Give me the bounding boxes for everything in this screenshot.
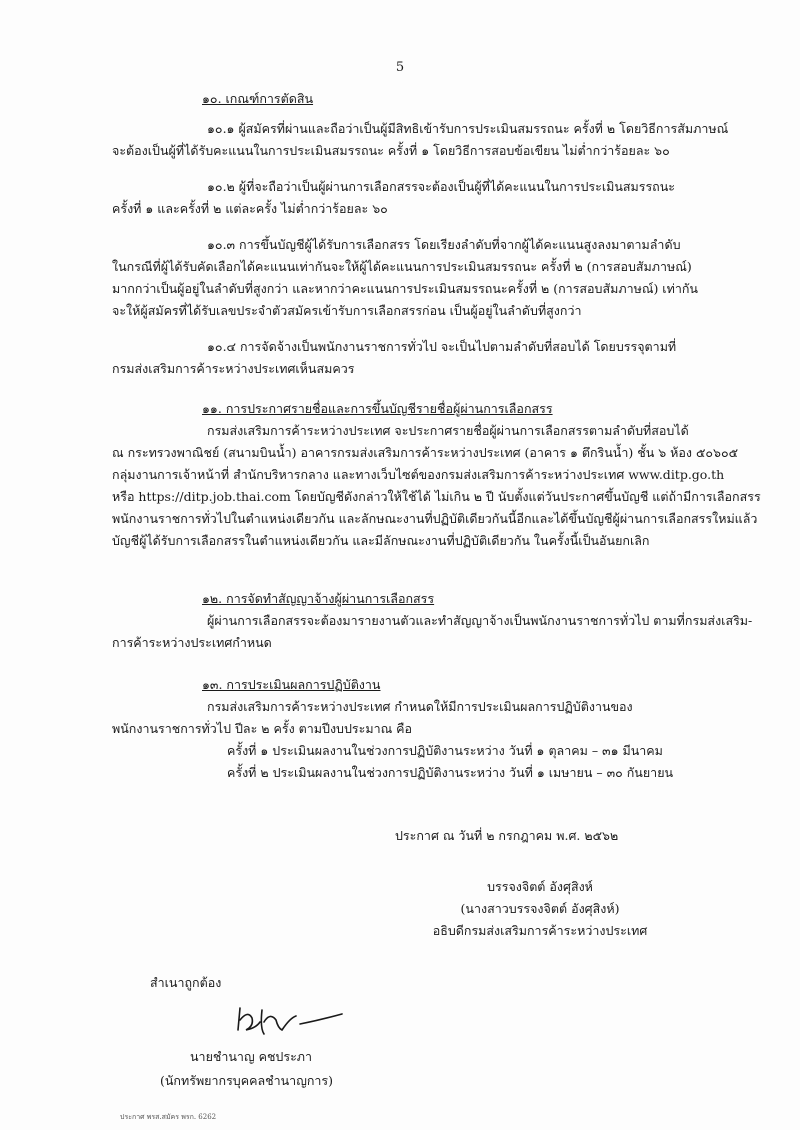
signer-block [415,876,665,942]
section-10-1-line: จะต้องเป็นผู้ที่ได้รับคะแนนในการประเมินสมรรถนะ ครั้งที่ ๑ โดยวิธีการสอบข้อเขียน ไม่ต่ำกว่าร้อยละ ๖๐ [112,143,670,158]
section-11-line: ณ กระทรวงพาณิชย์ (สนามบินน้ำ) อาคารกรมส่งเสริมการค้าระหว่างประเทศ (อาคาร ๑ ตึกรินน้ำ) ชั้น ๖ ห้อง ๕๐๖๐๕ [112,445,739,460]
footer-note: ประกาศ พรส.สมัคร พรก. 6262 [120,1113,217,1121]
section-11-heading: ๑๑. การประกาศรายชื่อและการขึ้นบัญชีรายชื่อผู้ผ่านการเลือกสรร [202,401,553,416]
section-13-line: กรมส่งเสริมการค้าระหว่างประเทศ กำหนดให้มีการประเมินผลการปฏิบัติงานของ [207,699,633,714]
section-11-line: พนักงานราชการทั่วไปในตำแหน่งเดียวกัน และลักษณะงานที่ปฏิบัติเดียวกันนี้อีกและได้ขึ้นบัญชีผู้ผ่านการเลือกสรรใหม่แล้ว [112,511,758,526]
section-13-heading: ๑๓. การประเมินผลการปฏิบัติงาน [202,677,381,692]
section-13-line: ครั้งที่ ๒ ประเมินผลงานในช่วงการปฏิบัติงานระหว่าง วันที่ ๑ เมษายน – ๓๐ กันยายน [227,765,674,780]
section-11-line: กลุ่มงานการเจ้าหน้าที่ สำนักบริหารกลาง และทางเว็บไซต์ของกรมส่งเสริมการค้าระหว่างประเทศ www.ditp.go.th [112,467,725,482]
section-13-line: พนักงานราชการทั่วไป ปีละ ๒ ครั้ง ตามปีงบประมาณ คือ [112,721,413,736]
signer-name: บรรจงจิตต์ อังศุสิงห์ [487,879,593,894]
signer-title: อธิบดีกรมส่งเสริมการค้าระหว่างประเทศ [432,923,648,938]
section-13 [112,674,732,784]
section-10-heading: ๑๐. เกณฑ์การตัดสิน [202,91,314,106]
section-10 [112,88,732,380]
section-11 [112,398,761,552]
announcement-date: ประกาศ ณ วันที่ ๒ กรกฎาคม พ.ศ. ๒๕๖๒ [395,828,619,843]
section-11-line: กรมส่งเสริมการค้าระหว่างประเทศ จะประกาศรายชื่อผู้ผ่านการเลือกสรรตามลำดับที่สอบได้ [207,423,689,438]
section-10-2-line: ๑๐.๒ ผู้ที่จะถือว่าเป็นผู้ผ่านการเลือกสรรจะต้องเป็นผู้ที่ได้คะแนนในการประเมินสมรรถนะ [207,179,675,194]
handwritten-signature [230,1000,350,1045]
signer-full-name: (นางสาวบรรจงจิตต์ อังศุสิงห์) [460,901,620,916]
page-number: 5 [395,60,405,75]
copy-cert-position: (นักทรัพยากรบุคคลชำนาญการ) [160,1073,334,1088]
section-10-2-line: ครั้งที่ ๑ และครั้งที่ ๒ แต่ละครั้ง ไม่ต่ำกว่าร้อยละ ๖๐ [112,201,388,216]
copy-cert-name: นายชำนาญ คชประภา [190,1049,313,1064]
section-10-3-line: ในกรณีที่ผู้ได้รับคัดเลือกได้คะแนนเท่ากันจะให้ผู้ได้คะแนนการประเมินสมรรถนะ ครั้งที่ ๒ (การสอบสัมภาษณ์) [112,259,692,274]
section-12 [112,588,753,654]
section-10-1-line: ๑๐.๑ ผู้สมัครที่ผ่านและถือว่าเป็นผู้มีสิทธิเข้ารับการประเมินสมรรถนะ ครั้งที่ ๒ โดยวิธีการสัมภาษณ์ [207,121,729,136]
section-10-4-line: ๑๐.๔ การจัดจ้างเป็นพนักงานราชการทั่วไป จะเป็นไปตามลำดับที่สอบได้ โดยบรรจุตามที่ [207,339,677,354]
section-13-line: ครั้งที่ ๑ ประเมินผลงานในช่วงการปฏิบัติงานระหว่าง วันที่ ๑ ตุลาคม – ๓๑ มีนาคม [227,743,663,758]
section-12-heading: ๑๒. การจัดทำสัญญาจ้างผู้ผ่านการเลือกสรร [202,591,435,606]
section-11-line: บัญชีผู้ได้รับการเลือกสรรในตำแหน่งเดียวกัน และมีลักษณะงานที่ปฏิบัติเดียวกัน ในครั้งนี้เป็นอันยกเลิก [112,533,650,548]
section-11-line: หรือ https://ditp.job.thai.com โดยบัญชีดังกล่าวให้ใช้ได้ ไม่เกิน ๒ ปี นับตั้งแต่วันประกาศขึ้นบัญชี แต่ถ้ามีการเลือกสรร [112,489,761,504]
section-10-3-line: มากกว่าเป็นผู้อยู่ในลำดับที่สูงกว่า และหากว่าคะแนนการประเมินสมรรถนะครั้งที่ ๒ (การสอบสัมภาษณ์) เท่ากัน [112,281,698,296]
section-10-4-line: กรมส่งเสริมการค้าระหว่างประเทศเห็นสมควร [112,361,355,376]
section-10-3-line: ๑๐.๓ การขึ้นบัญชีผู้ได้รับการเลือกสรร โดยเรียงลำดับที่จากผู้ได้คะแนนสูงลงมาตามลำดับ [207,237,681,252]
section-10-3-line: จะให้ผู้สมัครที่ได้รับเลขประจำตัวสมัครเข้ารับการเลือกสรรก่อน เป็นผู้อยู่ในลำดับที่สูงกว่า [112,303,582,318]
section-12-line: ผู้ผ่านการเลือกสรรจะต้องมารายงานตัวและทำสัญญาจ้างเป็นพนักงานราชการทั่วไป ตามที่กรมส่งเสริม- [207,613,753,628]
section-12-line: การค้าระหว่างประเทศกำหนด [112,635,272,650]
copy-cert-label: สำเนาถูกต้อง [150,975,222,990]
